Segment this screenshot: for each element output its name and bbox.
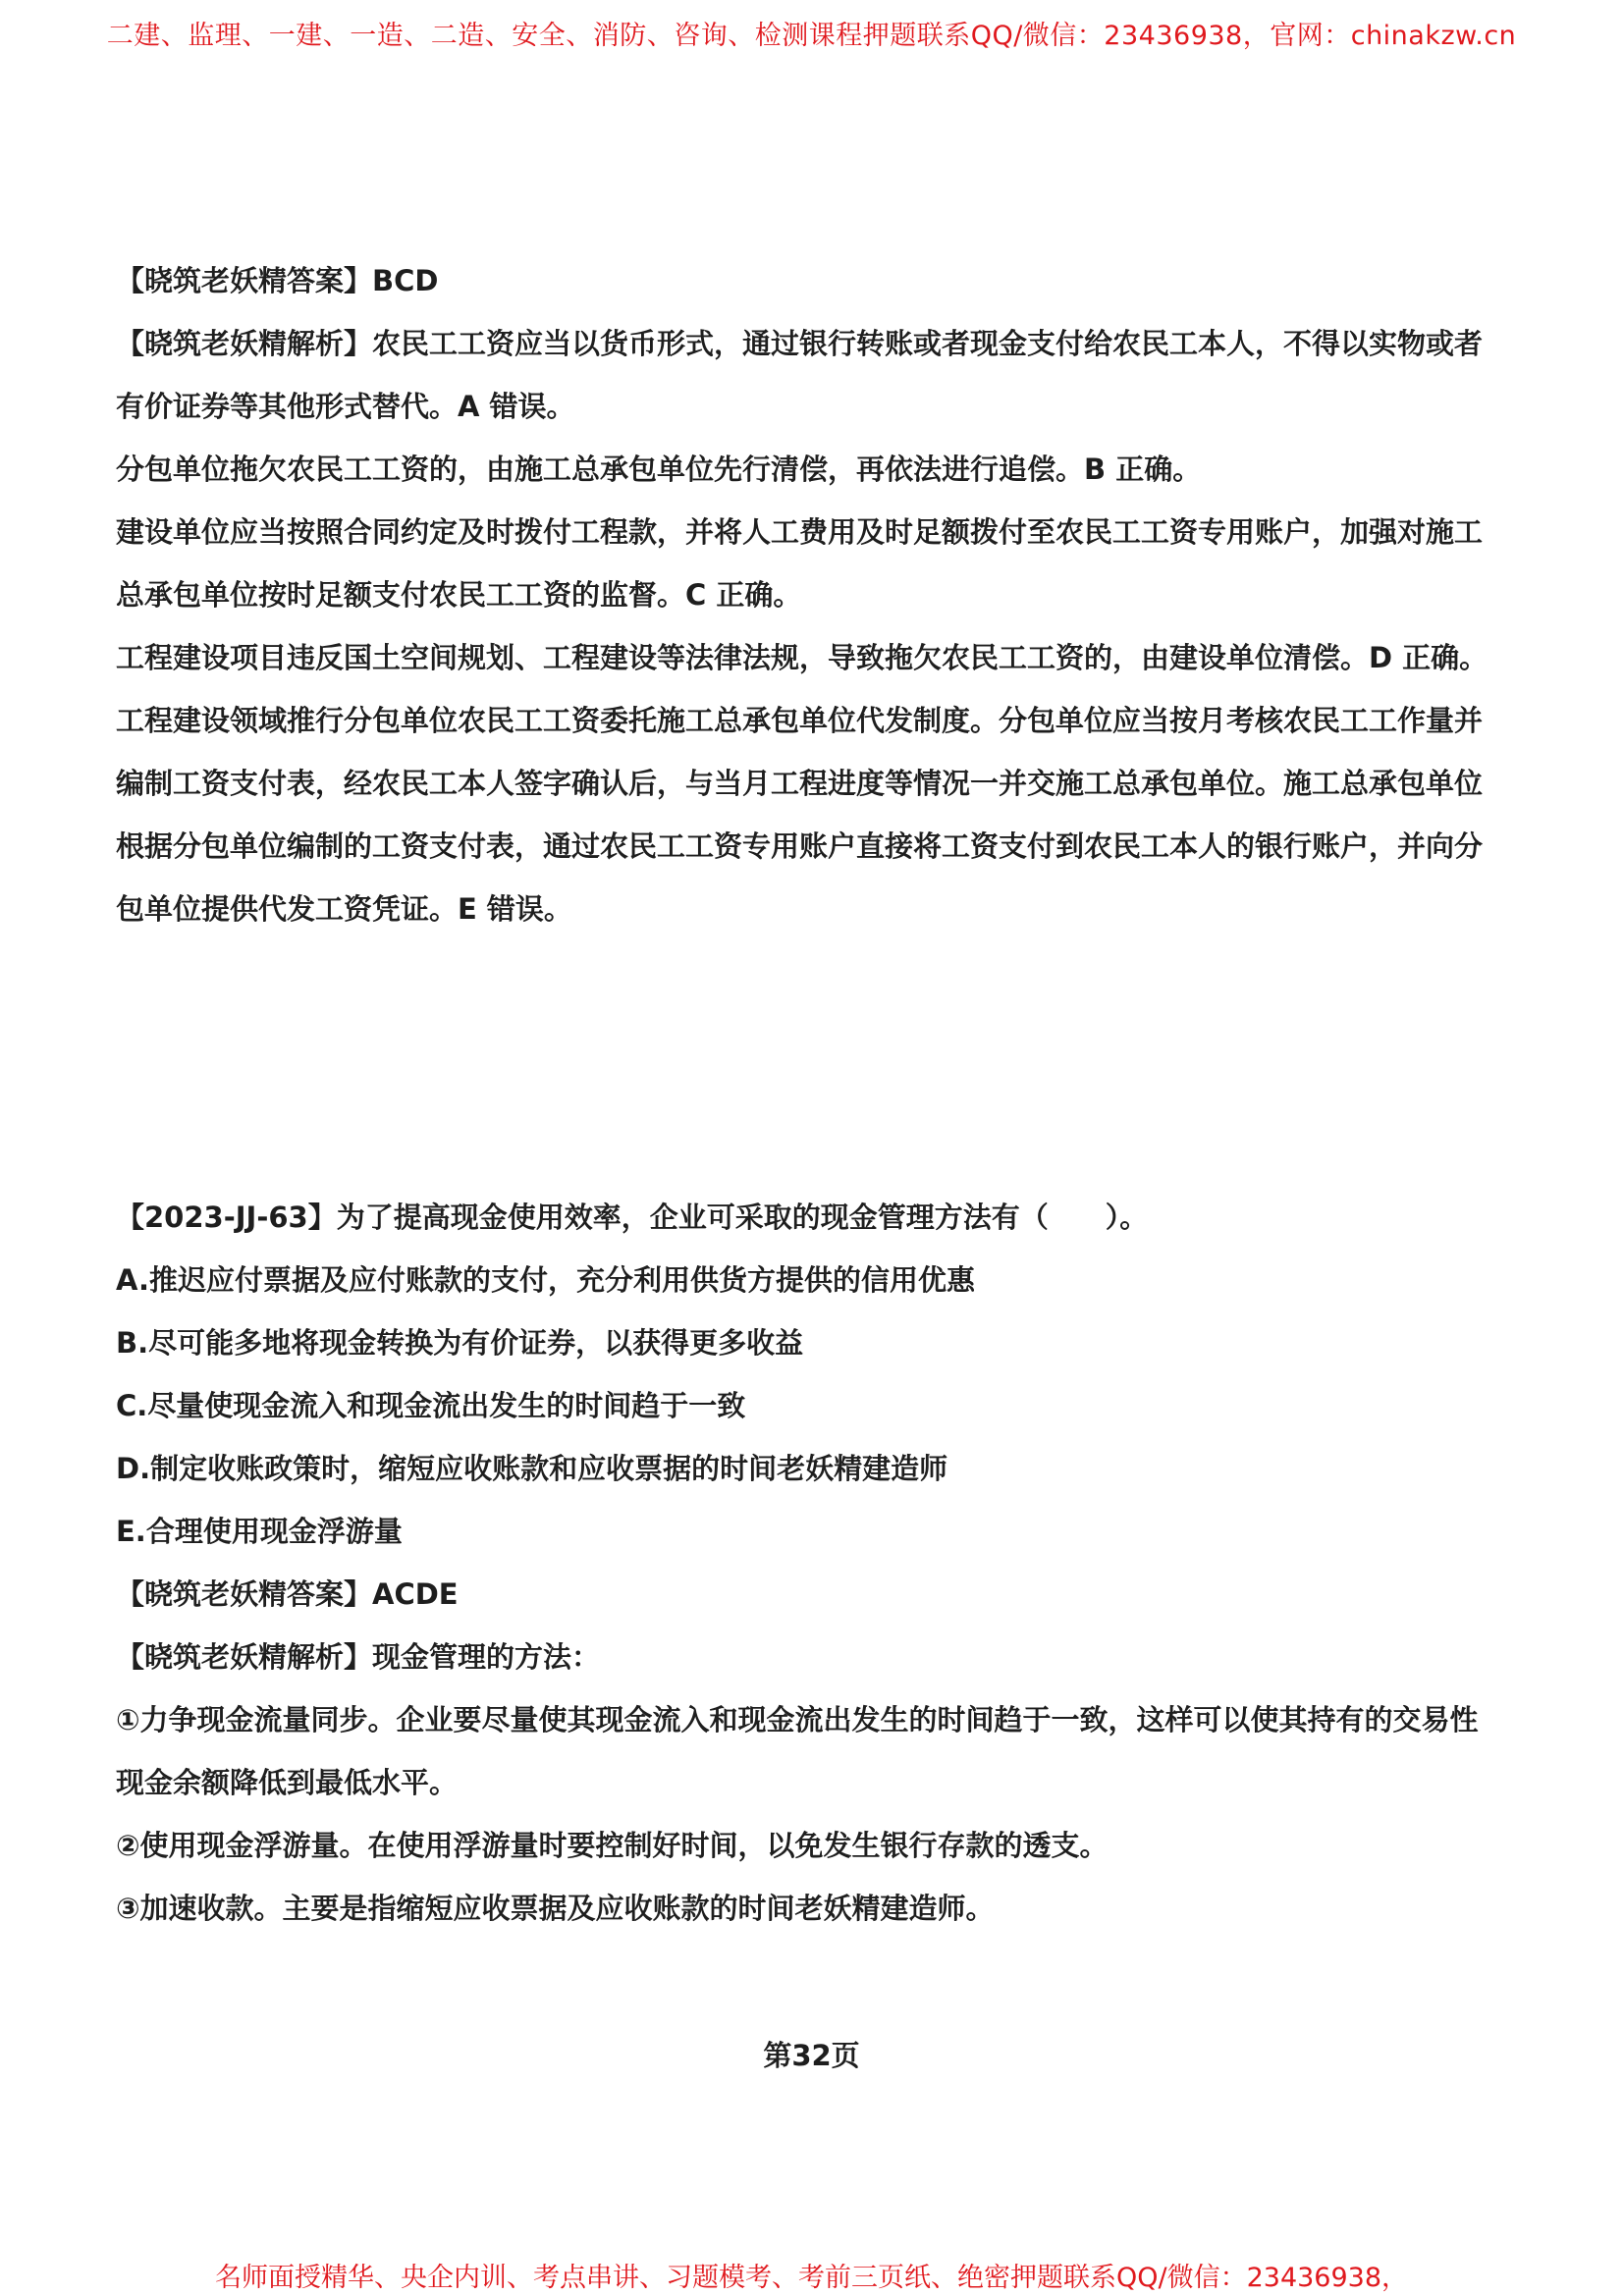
question-text: 【2023-JJ-63】为了提高现金使用效率，企业可采取的现金管理方法有（ ）。 [116, 1201, 1149, 1234]
analysis-line: 包单位提供代发工资凭证。E 错误。 [116, 892, 572, 926]
analysis-line: 工程建设领域推行分包单位农民工工资委托施工总承包单位代发制度。分包单位应当按月考核农民工工作量并 [116, 704, 1484, 737]
analysis-line: 总承包单位按时足额支付农民工工资的监督。C 正确。 [116, 578, 802, 612]
question-block [116, 1186, 1510, 1940]
analysis-line: 有价证券等其他形式替代。A 错误。 [116, 390, 575, 423]
option-b: B.尽可能多地将现金转换为有价证券，以获得更多收益 [116, 1326, 804, 1360]
analysis-line: 分包单位拖欠农民工工资的，由施工总承包单位先行清偿，再依法进行追偿。B 正确。 [116, 453, 1202, 486]
option-a: A.推迟应付票据及应付账款的支付，充分利用供货方提供的信用优惠 [116, 1263, 975, 1297]
analysis-line: 【晓筑老妖精解析】农民工工资应当以货币形式，通过银行转账或者现金支付给农民工本人，不得以实物或者 [116, 327, 1484, 360]
page-number: 第32页 [763, 2039, 860, 2072]
header-contact-banner: 二建、监理、一建、一造、二造、安全、消防、咨询、检测课程押题联系QQ/微信：23436938，官网：chinakzw.cn [106, 21, 1517, 51]
option-d: D.制定收账政策时，缩短应收账款和应收票据的时间老妖精建造师 [116, 1452, 948, 1485]
analysis-line: 根据分包单位编制的工资支付表，通过农民工工资专用账户直接将工资支付到农民工本人的银行账户，并向分 [116, 829, 1484, 863]
answer-line: 【晓筑老妖精答案】BCD [116, 264, 439, 297]
footer-contact-banner: 名师面授精华、央企内训、考点串讲、习题模考、考前三页纸、绝密押题联系QQ/微信：23436938， [214, 2263, 1409, 2293]
analysis-line: ①力争现金流量同步。企业要尽量使其现金流入和现金流出发生的时间趋于一致，这样可以使其持有的交易性 [116, 1703, 1479, 1736]
analysis-line: 现金余额降低到最低水平。 [116, 1766, 459, 1799]
analysis-line: 编制工资支付表，经农民工本人签字确认后，与当月工程进度等情况一并交施工总承包单位。施工总承包单位 [116, 767, 1484, 800]
analysis-line: ②使用现金浮游量。在使用浮游量时要控制好时间，以免发生银行存款的透支。 [116, 1829, 1109, 1862]
answer-analysis-block [116, 249, 1510, 940]
analysis-line: ③加速收款。主要是指缩短应收票据及应收账款的时间老妖精建造师。 [116, 1892, 995, 1925]
option-e: E.合理使用现金浮游量 [116, 1515, 403, 1548]
answer-line: 【晓筑老妖精答案】ACDE [116, 1577, 459, 1611]
option-c: C.尽量使现金流入和现金流出发生的时间趋于一致 [116, 1389, 746, 1422]
analysis-line: 【晓筑老妖精解析】现金管理的方法： [116, 1640, 601, 1674]
analysis-line: 建设单位应当按照合同约定及时拨付工程款，并将人工费用及时足额拨付至农民工工资专用账户，加强对施工 [116, 515, 1484, 549]
analysis-line: 工程建设项目违反国土空间规划、工程建设等法律法规，导致拖欠农民工工资的，由建设单位清偿。D 正确。 [116, 641, 1488, 674]
